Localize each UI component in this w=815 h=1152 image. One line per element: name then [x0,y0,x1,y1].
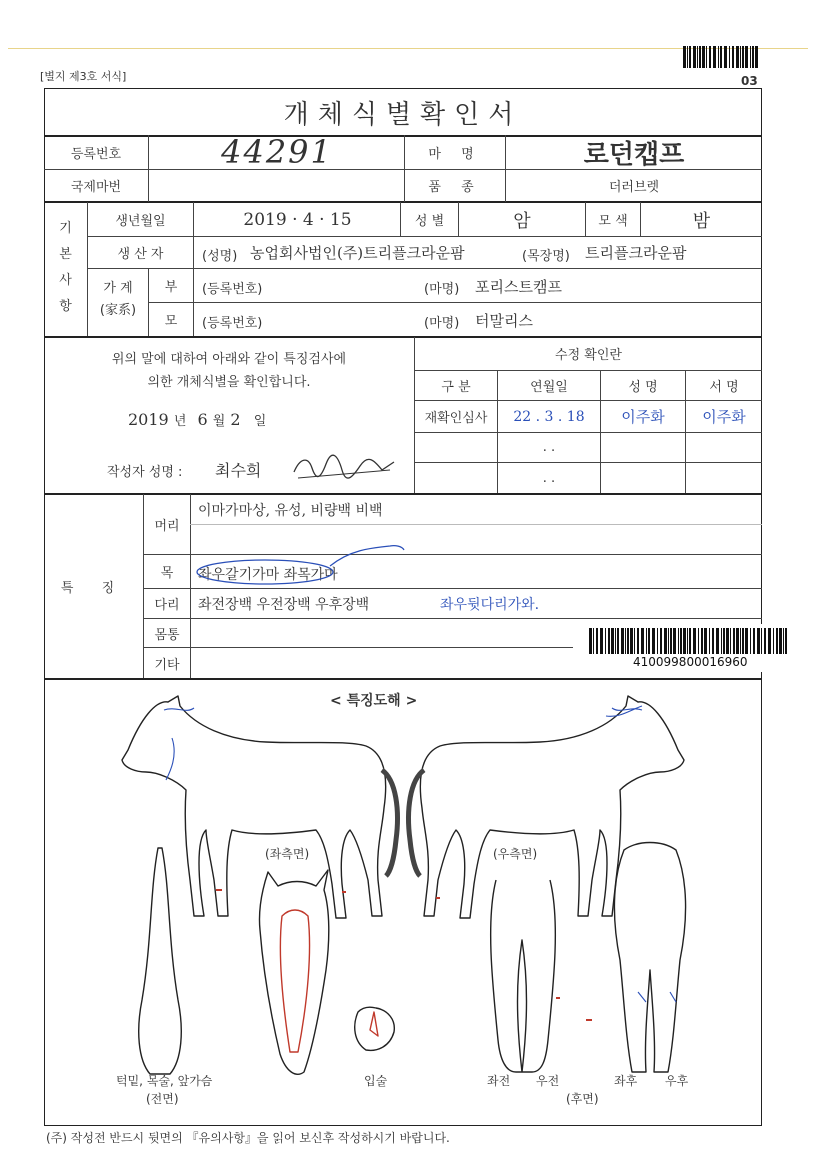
page-number: 03 [741,74,758,88]
farm-value: 트리플크라운팜 [585,244,687,262]
head-label: 머리 [154,519,180,534]
producer-label: 생 산 자 [117,247,164,262]
rev-row-1-sign: 이주화 [702,408,746,426]
barcode-number: 410099800016960 [633,655,748,669]
reg-no-value: 44291 [221,133,333,171]
reg-no-label: 등록번호 [70,147,122,162]
head-value: 이마가마상, 유성, 비량백 비백 [198,503,383,519]
neck-value: 좌우갈기가마 좌목가마 [198,567,338,583]
front-caption: 턱밑, 목술, 앞가슴 [116,1074,213,1088]
body-label: 몸통 [154,627,180,643]
birth-label: 생년월일 [115,214,166,229]
diagram-title: < 특징도해 > [330,693,418,709]
neck-annotation [190,540,410,588]
footer-note: (주) 작성전 반드시 뒷면의 『유의사항』을 읽어 보신후 작성하시기 바랍니다. [46,1131,450,1145]
dam-name-value: 터말리스 [475,312,533,330]
barcode-bars [589,628,789,654]
lip-caption: 입술 [364,1074,388,1088]
barcode-sticker [573,624,805,672]
horse-name-label: 마 명 [428,147,482,162]
sire-reg-prefix: (등록번호) [202,282,263,297]
rev-col-sign: 서 명 [709,380,739,395]
rev-row-2-date: . . [542,440,556,455]
rev-row-1-date: 22 . 3 . 18 [513,408,585,425]
rev-col-name: 성 명 [628,380,658,395]
coat-value: 밤 [692,210,711,232]
rev-row-3-date: . . [542,470,556,486]
sire-name-value: 포리스트캠프 [475,278,562,296]
writer-name: 최수희 [215,461,262,480]
birth-value: 2019 · 4 · 15 [243,209,352,230]
front-right-leg-label: 우전 [536,1074,560,1088]
dam-label: 모 [164,314,178,329]
sire-label: 부 [164,280,178,295]
rev-row-1-name: 이주화 [621,408,665,426]
breed-value: 더러브렛 [608,180,660,195]
right-side-label: (우측면) [493,847,538,861]
sex-value: 암 [513,210,531,232]
form-label: [별지 제3호 서식] [40,70,127,83]
sire-name-prefix: (마명) [424,282,460,297]
dam-reg-prefix: (등록번호) [202,316,263,331]
intl-no-value [150,170,404,201]
legs-note: 좌우뒷다리가와. [440,597,540,613]
pedigree-label: 가 계 (家系) [99,281,137,318]
legs-label: 다리 [154,598,180,613]
farm-prefix: (목장명) [522,249,570,264]
front-left-leg-label: 좌전 [487,1074,511,1088]
horse-diagram [46,680,760,1120]
sex-label: 성 별 [414,214,445,229]
writer-signature [290,450,400,484]
intl-no-label: 국제마번 [70,180,122,195]
rear-sub-label: (후면) [566,1092,599,1106]
front-sub-label: (전면) [146,1092,179,1106]
other-label: 기타 [154,657,180,673]
horse-name-value: 로던캡프 [583,139,685,170]
breed-label: 품 종 [428,180,482,195]
left-side-label: (좌측면) [265,847,310,861]
legs-value: 좌전장백 우전장백 우후장백 [198,597,370,613]
top-barcode [683,46,759,70]
rev-col-date: 연월일 [530,380,568,395]
basic-section-label: 기 본 사 항 [59,221,72,314]
revision-title: 수정 확인란 [555,348,622,363]
producer-name-value: 농업회사법인(주)트리플크라운팜 [250,244,465,262]
rev-row-1-type: 재확인심사 [424,411,488,426]
confirm-statement: 위의 말에 대하여 아래와 같이 특징검사에 의한 개체식별을 확인합니다. [111,352,347,390]
producer-name-prefix: (성명) [202,249,238,264]
writer-label: 작성자 성명 : [107,465,183,480]
document-title: 개체식별확인서 [283,99,523,130]
confirm-date: 2019 년 6 월 2 일 [128,410,267,429]
neck-label: 목 [160,566,174,581]
features-section-label: 특 징 [60,580,127,596]
hind-right-leg-label: 우후 [665,1074,689,1088]
coat-label: 모 색 [598,214,628,229]
dam-name-prefix: (마명) [424,316,460,331]
rev-col-type: 구 분 [441,380,471,395]
hind-left-leg-label: 좌후 [614,1074,638,1088]
